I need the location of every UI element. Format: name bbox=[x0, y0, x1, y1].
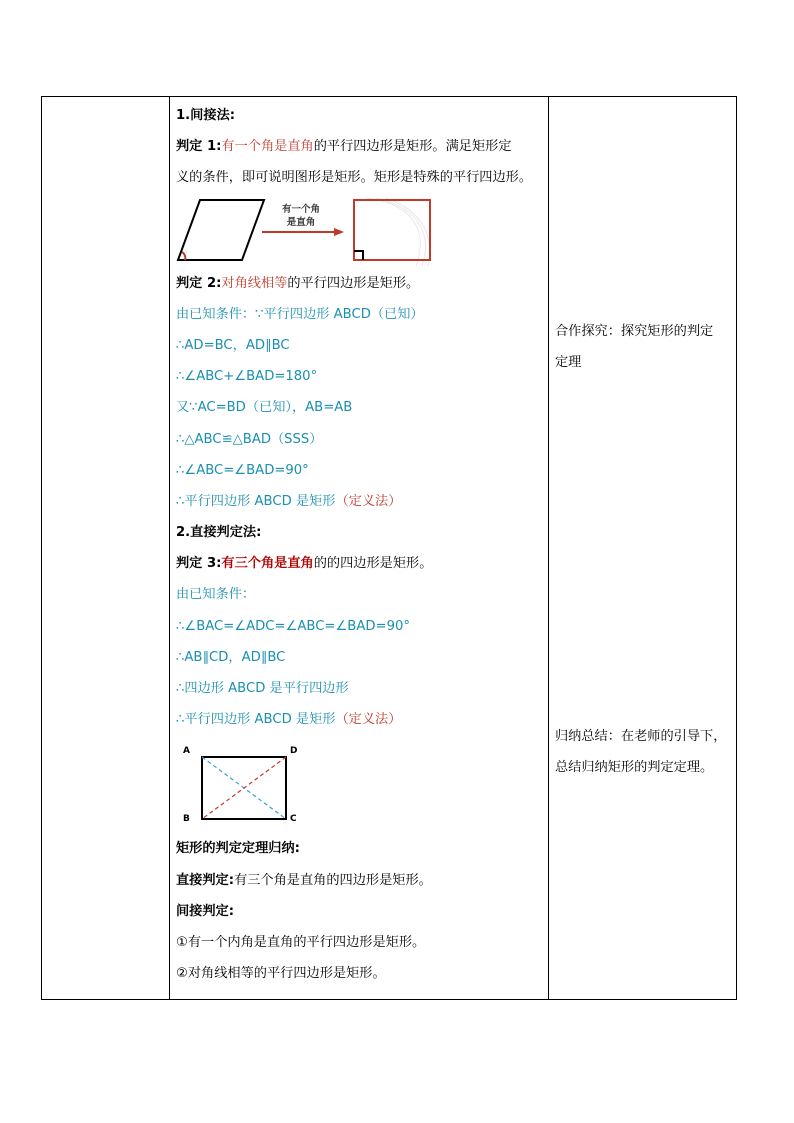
summary-direct bbox=[176, 865, 544, 896]
summary-indirect-label: 间接判定: bbox=[176, 903, 235, 919]
background-swirl bbox=[366, 198, 430, 266]
column-divider-2 bbox=[548, 96, 549, 1000]
proof2-line-1: 由已知条件： bbox=[176, 587, 256, 603]
arrow-label-1: 有一个角 bbox=[281, 203, 321, 215]
rule2-line bbox=[176, 268, 544, 299]
proof1-line-5: ∴△ABC≌△BAD（SSS） bbox=[176, 431, 323, 447]
proof1-line-1: 由已知条件：∵平行四边形 ABCD（已知） bbox=[176, 306, 424, 322]
summary-direct-text: 有三个角是直角的四边形是矩形。 bbox=[234, 872, 432, 888]
arrow-label-2: 是直角 bbox=[286, 216, 316, 228]
proof2-conclusion-method: （定义法） bbox=[335, 712, 402, 728]
proof2-conclusion-text: ∴平行四边形 ABCD 是矩形 bbox=[176, 712, 336, 728]
rule2-label: 判定 2: bbox=[176, 275, 222, 291]
proof1-line-3: ∴∠ABC+∠BAD=180° bbox=[176, 369, 318, 385]
side-note-2-line-1: 归纳总结：在老师的引导下， bbox=[555, 729, 727, 744]
side-note-1-line-1: 合作探究：探究矩形的判定 bbox=[555, 324, 714, 339]
rule1-line1 bbox=[176, 131, 544, 162]
rule3-label: 判定 3: bbox=[176, 556, 222, 572]
proof2-line-2: ∴∠BAC=∠ADC=∠ABC=∠BAD=90° bbox=[176, 618, 410, 634]
rule1-highlight: 有一个角是直角 bbox=[221, 139, 314, 155]
arrow-head bbox=[334, 228, 344, 236]
side-note-cooperative-exploration bbox=[555, 316, 733, 378]
rectangle-shape bbox=[354, 200, 430, 260]
summary-heading: 矩形的判定定理归纳: bbox=[176, 841, 300, 857]
rectangle-diagonals-svg bbox=[176, 739, 306, 829]
proof1-line-4: 又∵AC=BD（已知），AB=AB bbox=[176, 400, 353, 416]
section2-heading: 2.直接判定法: bbox=[176, 525, 262, 541]
rule3-text: 的的四边形是矩形。 bbox=[313, 556, 433, 572]
right-angle-mark bbox=[354, 251, 363, 260]
proof1-conclusion bbox=[176, 486, 544, 517]
rule1-label: 判定 1: bbox=[176, 139, 222, 155]
proof2-line-3: ∴AB∥CD，AD∥BC bbox=[176, 649, 286, 665]
side-note-2-line-2: 总结归纳矩形的判定定理。 bbox=[555, 760, 714, 775]
proof2-line-4: ∴四边形 ABCD 是平行四边形 bbox=[176, 681, 349, 696]
proof1-conclusion-method: （定义法） bbox=[335, 493, 402, 509]
vertex-label-b: B bbox=[183, 814, 190, 825]
rule1-text: 的平行四边形是矩形。满足矩形定 bbox=[313, 139, 512, 155]
parallelogram-figure-svg bbox=[176, 194, 438, 268]
main-content bbox=[176, 100, 544, 989]
proof1-line-6: ∴∠ABC=∠BAD=90° bbox=[176, 462, 309, 478]
summary-direct-label: 直接判定: bbox=[176, 872, 235, 888]
vertex-label-d: D bbox=[290, 746, 298, 757]
side-note-summary bbox=[555, 721, 733, 783]
vertex-label-c: C bbox=[290, 814, 297, 825]
parallelogram-to-rectangle-figure bbox=[176, 194, 544, 268]
rule1-line2: 义的条件，即可说明图形是矩形。矩形是特殊的平行四边形。 bbox=[176, 170, 533, 186]
summary-item-2: ②对角线相等的平行四边形是矩形。 bbox=[176, 966, 386, 982]
rectangle-diagonals-figure bbox=[176, 739, 544, 829]
section1-heading: 1.间接法: bbox=[176, 108, 236, 123]
rule3-line bbox=[176, 548, 544, 579]
side-note-1-line-2: 定理 bbox=[555, 355, 582, 370]
proof1-line-2: ∴AD=BC，AD∥BC bbox=[176, 337, 290, 353]
column-divider-1 bbox=[169, 96, 170, 1000]
angle-arc bbox=[182, 252, 185, 260]
parallelogram-shape bbox=[178, 200, 264, 260]
rule3-highlight: 有三个角是直角 bbox=[221, 556, 314, 572]
proof1-conclusion-text: ∴平行四边形 ABCD 是矩形 bbox=[176, 493, 336, 509]
rule2-text: 的平行四边形是矩形。 bbox=[287, 275, 420, 291]
proof2-conclusion bbox=[176, 704, 544, 735]
summary-item-1: ①有一个内角是直角的平行四边形是矩形。 bbox=[176, 934, 426, 950]
vertex-label-a: A bbox=[183, 746, 190, 757]
rule2-highlight: 对角线相等 bbox=[221, 275, 288, 291]
